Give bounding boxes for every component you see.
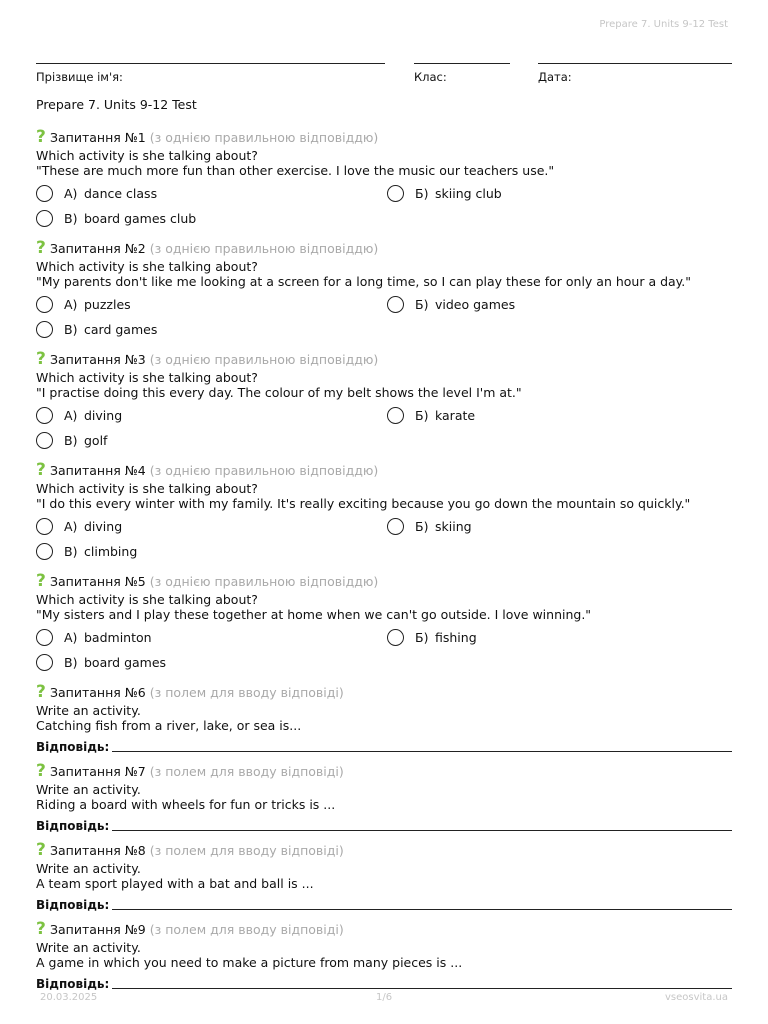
answer-label: Відповідь: <box>36 898 110 912</box>
options-group <box>36 405 732 450</box>
question-mark-icon: ? <box>36 349 46 369</box>
question-title: Запитання №7 <box>50 763 146 779</box>
option-label: skiing <box>435 518 472 534</box>
radio-circle-icon[interactable] <box>36 629 53 646</box>
question-prompt: Write an activity. <box>36 940 141 955</box>
question-text: A game in which you need to make a picture from many pieces is ... <box>36 954 463 970</box>
page-footer <box>40 992 728 1004</box>
option-a[interactable] <box>36 183 387 203</box>
question-mark-icon: ? <box>36 840 46 860</box>
option-letter: А) <box>64 407 78 423</box>
option-label: puzzles <box>84 296 131 312</box>
signature-row <box>36 63 732 93</box>
option-letter: В) <box>64 321 78 337</box>
question-prompt: Which activity is she talking about? <box>36 370 258 385</box>
option-label: video games <box>435 296 516 312</box>
radio-circle-icon[interactable] <box>387 629 404 646</box>
option-c[interactable] <box>36 208 387 228</box>
question-title: Запитання №2 <box>50 240 146 256</box>
answer-row <box>36 975 732 991</box>
question-text: "My parents don't like me looking at a screen for a long time, so I can play these for only an hour a day." <box>36 273 692 289</box>
question-header <box>36 129 732 145</box>
question-body <box>36 149 732 178</box>
option-label: diving <box>84 518 123 534</box>
question-kind: (з полем для вводу відповіді) <box>149 921 344 937</box>
question-mark-icon: ? <box>36 460 46 480</box>
question-title: Запитання №3 <box>50 351 146 367</box>
question-kind: (з однією правильною відповіддю) <box>149 129 379 145</box>
question-8 <box>36 842 732 921</box>
name-line <box>36 63 385 64</box>
question-kind: (з однією правильною відповіддю) <box>149 462 379 478</box>
option-label: skiing club <box>435 185 502 201</box>
question-text: "These are much more fun than other exercise. I love the music our teachers use." <box>36 162 555 178</box>
option-label: golf <box>84 432 108 448</box>
radio-circle-icon[interactable] <box>387 518 404 535</box>
radio-circle-icon[interactable] <box>36 432 53 449</box>
option-letter: А) <box>64 296 78 312</box>
question-4 <box>36 462 732 573</box>
question-body <box>36 941 732 970</box>
options-group <box>36 183 732 228</box>
question-prompt: Which activity is she talking about? <box>36 148 258 163</box>
option-label: karate <box>435 407 476 423</box>
question-body <box>36 371 732 400</box>
class-label: Клас: <box>414 70 447 84</box>
date-label: Дата: <box>538 70 572 84</box>
questions-list <box>36 129 732 1000</box>
question-header <box>36 462 732 478</box>
question-3 <box>36 351 732 462</box>
option-letter: Б) <box>415 629 429 645</box>
question-mark-icon: ? <box>36 127 46 147</box>
question-prompt: Write an activity. <box>36 703 141 718</box>
option-b[interactable] <box>387 183 732 203</box>
option-c[interactable] <box>36 319 387 339</box>
question-mark-icon: ? <box>36 682 46 702</box>
question-prompt: Which activity is she talking about? <box>36 259 258 274</box>
question-body <box>36 593 732 622</box>
option-letter: Б) <box>415 185 429 201</box>
question-body <box>36 260 732 289</box>
question-text: Riding a board with wheels for fun or tricks is ... <box>36 796 336 812</box>
radio-circle-icon[interactable] <box>36 185 53 202</box>
class-field[interactable] <box>414 63 510 84</box>
question-7 <box>36 763 732 842</box>
option-letter: В) <box>64 654 78 670</box>
date-line <box>538 63 732 64</box>
question-5 <box>36 573 732 684</box>
radio-circle-icon[interactable] <box>387 185 404 202</box>
page-header-title: Prepare 7. Units 9-12 Test <box>599 19 728 30</box>
question-header <box>36 842 732 858</box>
option-a[interactable] <box>36 516 387 536</box>
option-a[interactable] <box>36 627 387 647</box>
option-letter: Б) <box>415 407 429 423</box>
question-mark-icon: ? <box>36 919 46 939</box>
option-letter: А) <box>64 629 78 645</box>
option-letter: В) <box>64 432 78 448</box>
option-label: fishing <box>435 629 477 645</box>
question-text: "I do this every winter with my family. It's really exciting because you go down the mountain so quickly." <box>36 495 691 511</box>
answer-input-line[interactable] <box>112 830 732 831</box>
radio-circle-icon[interactable] <box>36 518 53 535</box>
question-title: Запитання №5 <box>50 573 146 589</box>
answer-input-line[interactable] <box>112 751 732 752</box>
option-label: board games <box>84 654 167 670</box>
options-group <box>36 516 732 561</box>
question-prompt: Write an activity. <box>36 782 141 797</box>
question-kind: (з однією правильною відповіддю) <box>149 573 379 589</box>
question-2 <box>36 240 732 351</box>
option-letter: В) <box>64 543 78 559</box>
question-kind: (з полем для вводу відповіді) <box>149 842 344 858</box>
question-title: Запитання №4 <box>50 462 146 478</box>
question-mark-icon: ? <box>36 571 46 591</box>
question-text: "I practise doing this every day. The colour of my belt shows the level I'm at." <box>36 384 522 400</box>
question-title: Запитання №1 <box>50 129 146 145</box>
option-b[interactable] <box>387 294 732 314</box>
option-a[interactable] <box>36 405 387 425</box>
question-6 <box>36 684 732 763</box>
class-line <box>414 63 510 64</box>
radio-circle-icon[interactable] <box>387 296 404 313</box>
radio-circle-icon[interactable] <box>387 407 404 424</box>
question-body <box>36 482 732 511</box>
option-b[interactable] <box>387 405 732 425</box>
answer-row <box>36 896 732 912</box>
answer-input-line[interactable] <box>112 988 732 989</box>
footer-date: 20.03.2025 <box>40 992 98 1003</box>
question-text: Catching fish from a river, lake, or sea is... <box>36 717 302 733</box>
option-letter: А) <box>64 185 78 201</box>
radio-circle-icon[interactable] <box>36 296 53 313</box>
option-label: card games <box>84 321 158 337</box>
question-title: Запитання №6 <box>50 684 146 700</box>
option-b[interactable] <box>387 516 732 536</box>
option-letter: В) <box>64 210 78 226</box>
question-kind: (з полем для вводу відповіді) <box>149 763 344 779</box>
question-header <box>36 573 732 589</box>
document-title: Prepare 7. Units 9-12 Test <box>36 97 197 112</box>
answer-label: Відповідь: <box>36 819 110 833</box>
options-group <box>36 294 732 339</box>
question-text: A team sport played with a bat and ball is ... <box>36 875 314 891</box>
question-prompt: Write an activity. <box>36 861 141 876</box>
question-title: Запитання №8 <box>50 842 146 858</box>
footer-site: vseosvita.ua <box>665 992 728 1003</box>
question-prompt: Which activity is she talking about? <box>36 592 258 607</box>
option-letter: А) <box>64 518 78 534</box>
question-title: Запитання №9 <box>50 921 146 937</box>
question-kind: (з однією правильною відповіддю) <box>149 240 379 256</box>
answer-label: Відповідь: <box>36 977 110 991</box>
question-header <box>36 921 732 937</box>
radio-circle-icon[interactable] <box>36 654 53 671</box>
question-prompt: Which activity is she talking about? <box>36 481 258 496</box>
option-a[interactable] <box>36 294 387 314</box>
question-text: "My sisters and I play these together at home when we can't go outside. I love winning." <box>36 606 592 622</box>
option-c[interactable] <box>36 541 387 561</box>
option-label: climbing <box>84 543 138 559</box>
name-field[interactable] <box>36 63 385 84</box>
answer-row <box>36 817 732 833</box>
question-body <box>36 783 732 812</box>
option-label: dance class <box>84 185 158 201</box>
question-header <box>36 240 732 256</box>
question-9 <box>36 921 732 1000</box>
radio-circle-icon[interactable] <box>36 407 53 424</box>
question-header <box>36 351 732 367</box>
option-label: diving <box>84 407 123 423</box>
question-body <box>36 862 732 891</box>
option-label: board games club <box>84 210 197 226</box>
option-c[interactable] <box>36 652 387 672</box>
question-mark-icon: ? <box>36 238 46 258</box>
option-letter: Б) <box>415 518 429 534</box>
question-mark-icon: ? <box>36 761 46 781</box>
date-field[interactable] <box>538 63 732 84</box>
footer-page-number: 1/6 <box>376 992 393 1003</box>
question-kind: (з полем для вводу відповіді) <box>149 684 344 700</box>
option-c[interactable] <box>36 430 387 450</box>
answer-input-line[interactable] <box>112 909 732 910</box>
radio-circle-icon[interactable] <box>36 543 53 560</box>
radio-circle-icon[interactable] <box>36 210 53 227</box>
question-header <box>36 684 732 700</box>
question-kind: (з однією правильною відповіддю) <box>149 351 379 367</box>
radio-circle-icon[interactable] <box>36 321 53 338</box>
option-letter: Б) <box>415 296 429 312</box>
question-body <box>36 704 732 733</box>
question-1 <box>36 129 732 240</box>
answer-label: Відповідь: <box>36 740 110 754</box>
options-group <box>36 627 732 672</box>
question-header <box>36 763 732 779</box>
name-label: Прізвище ім'я: <box>36 70 123 84</box>
option-label: badminton <box>84 629 152 645</box>
answer-row <box>36 738 732 754</box>
option-b[interactable] <box>387 627 732 647</box>
